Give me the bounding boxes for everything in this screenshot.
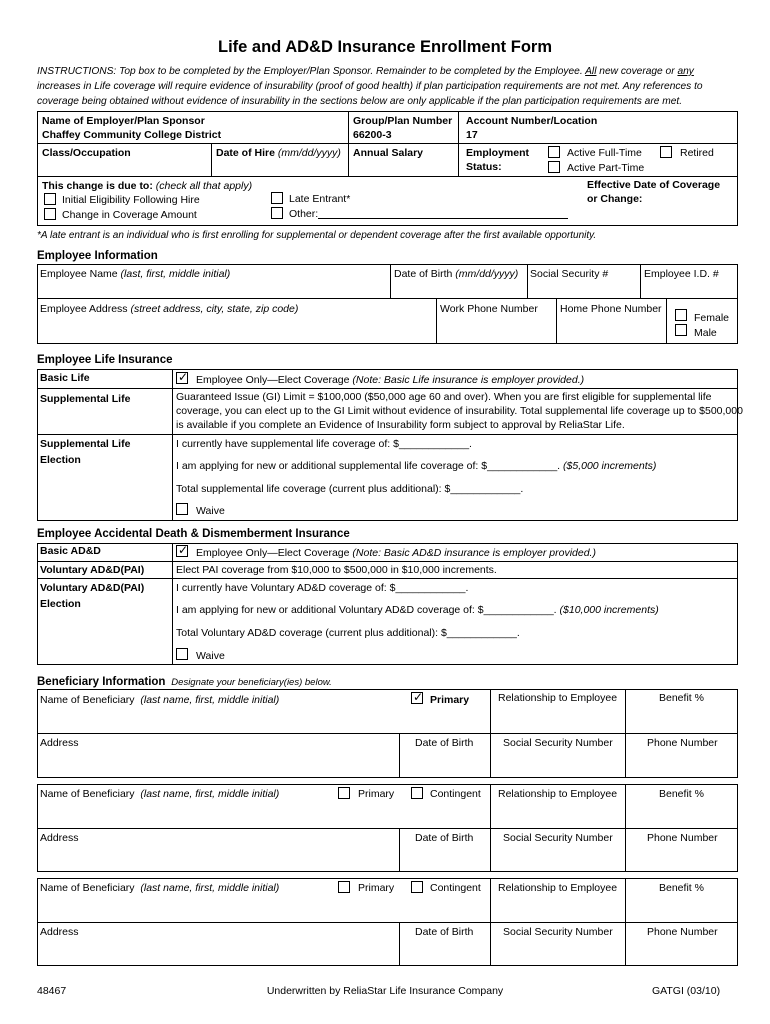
female-label: Female	[694, 312, 730, 324]
supp-current[interactable]: I currently have supplemental life coverage of: $____________.	[176, 438, 472, 450]
female-checkbox[interactable]	[675, 309, 687, 321]
beneficiary-1-primary-checkbox[interactable]	[411, 692, 423, 704]
account-value[interactable]: 17	[466, 129, 478, 141]
account-label: Account Number/Location	[466, 115, 598, 127]
address-label: Employee Address (street address, city, state, zip code)	[40, 303, 299, 315]
supp-line-1: Guaranteed Issue (GI) Limit = $100,000 ($50,000 age 60 and over). When you are first eligible for supplemental life	[176, 391, 712, 403]
employer-value[interactable]: Chaffey Community College District	[42, 129, 222, 141]
beneficiary-3-contingent-checkbox[interactable]	[411, 881, 423, 893]
basic-life-text: Employee Only—Elect Coverage (Note: Basic Life insurance is employer provided.)	[196, 374, 585, 386]
active-full-checkbox[interactable]	[548, 146, 560, 158]
supp-life-label: Supplemental Life	[40, 393, 131, 405]
beneficiary-2-phone: Phone Number	[647, 832, 718, 844]
vol-waive-label: Waive	[196, 650, 225, 662]
change-coverage-checkbox[interactable]	[44, 208, 56, 220]
underwritten: Underwritten by ReliaStar Life Insurance Company	[266, 985, 504, 997]
basic-add-checkbox[interactable]	[176, 545, 188, 557]
beneficiary-2-address: Address	[40, 832, 79, 844]
retired-checkbox[interactable]	[660, 146, 672, 158]
form-title: Life and AD&D Insurance Enrollment Form	[217, 38, 552, 56]
basic-add-label: Basic AD&D	[40, 545, 101, 557]
work-phone-label: Work Phone Number	[440, 303, 538, 315]
supp-waive-label: Waive	[196, 505, 225, 517]
other-label: Other:	[289, 208, 319, 220]
beneficiary-3-phone: Phone Number	[647, 926, 718, 938]
beneficiary-1-relationship: Relationship to Employee	[498, 692, 618, 704]
employee-info-heading: Employee Information	[37, 250, 158, 262]
class-label: Class/Occupation	[42, 147, 131, 159]
supp-waive-checkbox[interactable]	[176, 503, 188, 515]
change-coverage-label: Change in Coverage Amount	[62, 209, 197, 221]
basic-add-text: Employee Only—Elect Coverage (Note: Basic AD&D insurance is employer provided.)	[196, 547, 596, 559]
salary-label: Annual Salary	[353, 147, 424, 159]
vol-applying[interactable]: I am applying for new or additional Voluntary AD&D coverage of: $____________. ($10,000 increments)	[176, 604, 659, 616]
beneficiary-heading: Beneficiary Information Designate your beneficiary(ies) below.	[37, 676, 332, 688]
beneficiary-2-primary-checkbox[interactable]	[338, 787, 350, 799]
supp-election-label-2: Election	[40, 454, 81, 466]
group-value[interactable]: 66200-3	[353, 129, 392, 141]
vol-election-label-1: Voluntary AD&D(PAI)	[40, 582, 145, 594]
vol-election-label-2: Election	[40, 598, 81, 610]
initial-eligibility-label: Initial Eligibility Following Hire	[62, 194, 200, 206]
beneficiary-2-name-label: Name of Beneficiary (last name, first, middle initial)	[40, 788, 280, 800]
form-number: 48467	[37, 985, 67, 997]
or-change-label: or Change:	[587, 193, 643, 205]
beneficiary-3-ssn: Social Security Number	[503, 926, 613, 938]
instr-any: any	[677, 66, 694, 77]
beneficiary-3-dob: Date of Birth	[415, 926, 474, 938]
group-label: Group/Plan Number	[353, 115, 453, 127]
effective-label: Effective Date of Coverage	[587, 179, 721, 191]
beneficiary-3-primary-label: Primary	[358, 882, 395, 894]
beneficiary-3-address: Address	[40, 926, 79, 938]
supp-line-2: coverage, you can elect up to the GI Limit without evidence of insurability. Total supplemental life coverage up to $500,000	[176, 405, 743, 417]
beneficiary-1-name-label: Name of Beneficiary (last name, first, middle initial)	[40, 694, 280, 706]
late-entrant-note: *A late entrant is an individual who is first enrolling for supplemental or dependent coverage after the first available opportunity.	[37, 230, 597, 241]
status-label: Status:	[466, 161, 502, 173]
vol-current[interactable]: I currently have Voluntary AD&D coverage of: $____________.	[176, 582, 469, 594]
beneficiary-2-primary-label: Primary	[358, 788, 395, 800]
instr-line-3: coverage being obtained without evidence of insurability in the sections below are only applicable if the plan participation requirements are met.	[37, 96, 683, 107]
beneficiary-1-primary-label: Primary	[430, 694, 470, 706]
active-part-checkbox[interactable]	[548, 161, 560, 173]
late-entrant-label: Late Entrant*	[289, 193, 351, 205]
hire-label: Date of Hire (mm/dd/yyyy)	[216, 147, 341, 159]
beneficiary-2-relationship: Relationship to Employee	[498, 788, 618, 800]
supp-applying[interactable]: I am applying for new or additional supplemental life coverage of: $____________. ($5,000 increments)	[176, 460, 657, 472]
beneficiary-3-relationship: Relationship to Employee	[498, 882, 618, 894]
late-entrant-checkbox[interactable]	[271, 192, 283, 204]
basic-life-checkbox[interactable]	[176, 372, 188, 384]
beneficiary-2-benefit: Benefit %	[659, 788, 704, 800]
life-heading: Employee Life Insurance	[37, 354, 173, 366]
beneficiary-2-ssn: Social Security Number	[503, 832, 613, 844]
vol-add-text: Elect PAI coverage from $10,000 to $500,000 in $10,000 increments.	[176, 564, 497, 576]
employer-label: Name of Employer/Plan Sponsor	[42, 115, 205, 127]
beneficiary-1-dob: Date of Birth	[415, 737, 474, 749]
home-phone-label: Home Phone Number	[560, 303, 662, 315]
beneficiary-1-ssn: Social Security Number	[503, 737, 613, 749]
supp-line-3: is available if you complete an Evidence of Insurability form subject to approval by ReliaStar Life.	[176, 419, 625, 431]
add-heading: Employee Accidental Death & Dismemberment Insurance	[37, 528, 350, 540]
instr-all: All	[585, 66, 597, 77]
form-code: GATGI (03/10)	[652, 985, 721, 997]
retired-label: Retired	[680, 147, 714, 159]
initial-eligibility-checkbox[interactable]	[44, 193, 56, 205]
supp-election-label-1: Supplemental Life	[40, 438, 131, 450]
change-label: This change is due to: (check all that apply)	[42, 180, 253, 192]
instr-text: INSTRUCTIONS: Top box to be completed by the Employer/Plan Sponsor. Remainder to be completed by the Employee.	[37, 66, 586, 77]
basic-life-label: Basic Life	[40, 372, 90, 384]
beneficiary-1-phone: Phone Number	[647, 737, 718, 749]
beneficiary-1-address: Address	[40, 737, 79, 749]
instr-text-2: new coverage or	[596, 66, 678, 77]
beneficiary-3-benefit: Benefit %	[659, 882, 704, 894]
beneficiary-1-benefit: Benefit %	[659, 692, 704, 704]
beneficiary-3-primary-checkbox[interactable]	[338, 881, 350, 893]
ssn-label: Social Security #	[530, 268, 609, 280]
vol-add-label: Voluntary AD&D(PAI)	[40, 564, 145, 576]
employee-id-label: Employee I.D. #	[644, 268, 719, 280]
other-input[interactable]	[318, 218, 568, 219]
vol-waive-checkbox[interactable]	[176, 648, 188, 660]
vol-total[interactable]: Total Voluntary AD&D coverage (current plus additional): $____________.	[176, 627, 520, 639]
active-full-label: Active Full-Time	[567, 147, 642, 159]
male-label: Male	[694, 327, 717, 339]
employment-label: Employment	[466, 147, 530, 159]
other-checkbox[interactable]	[271, 207, 283, 219]
instructions	[37, 64, 737, 109]
employee-name-label: Employee Name (last, first, middle initial)	[40, 268, 231, 280]
beneficiary-2-dob: Date of Birth	[415, 832, 474, 844]
active-part-label: Active Part-Time	[567, 162, 645, 174]
beneficiary-3-name-label: Name of Beneficiary (last name, first, middle initial)	[40, 882, 280, 894]
beneficiary-3-contingent-label: Contingent	[430, 882, 481, 894]
beneficiary-2-contingent-checkbox[interactable]	[411, 787, 423, 799]
supp-total[interactable]: Total supplemental life coverage (current plus additional): $____________.	[176, 483, 524, 495]
male-checkbox[interactable]	[675, 324, 687, 336]
dob-label: Date of Birth (mm/dd/yyyy)	[394, 268, 519, 280]
beneficiary-2-contingent-label: Contingent	[430, 788, 481, 800]
instr-line-2: increases in Life coverage will require evidence of insurability (proof of good health) if plan participation requirements are not met. Any references to	[37, 81, 703, 92]
